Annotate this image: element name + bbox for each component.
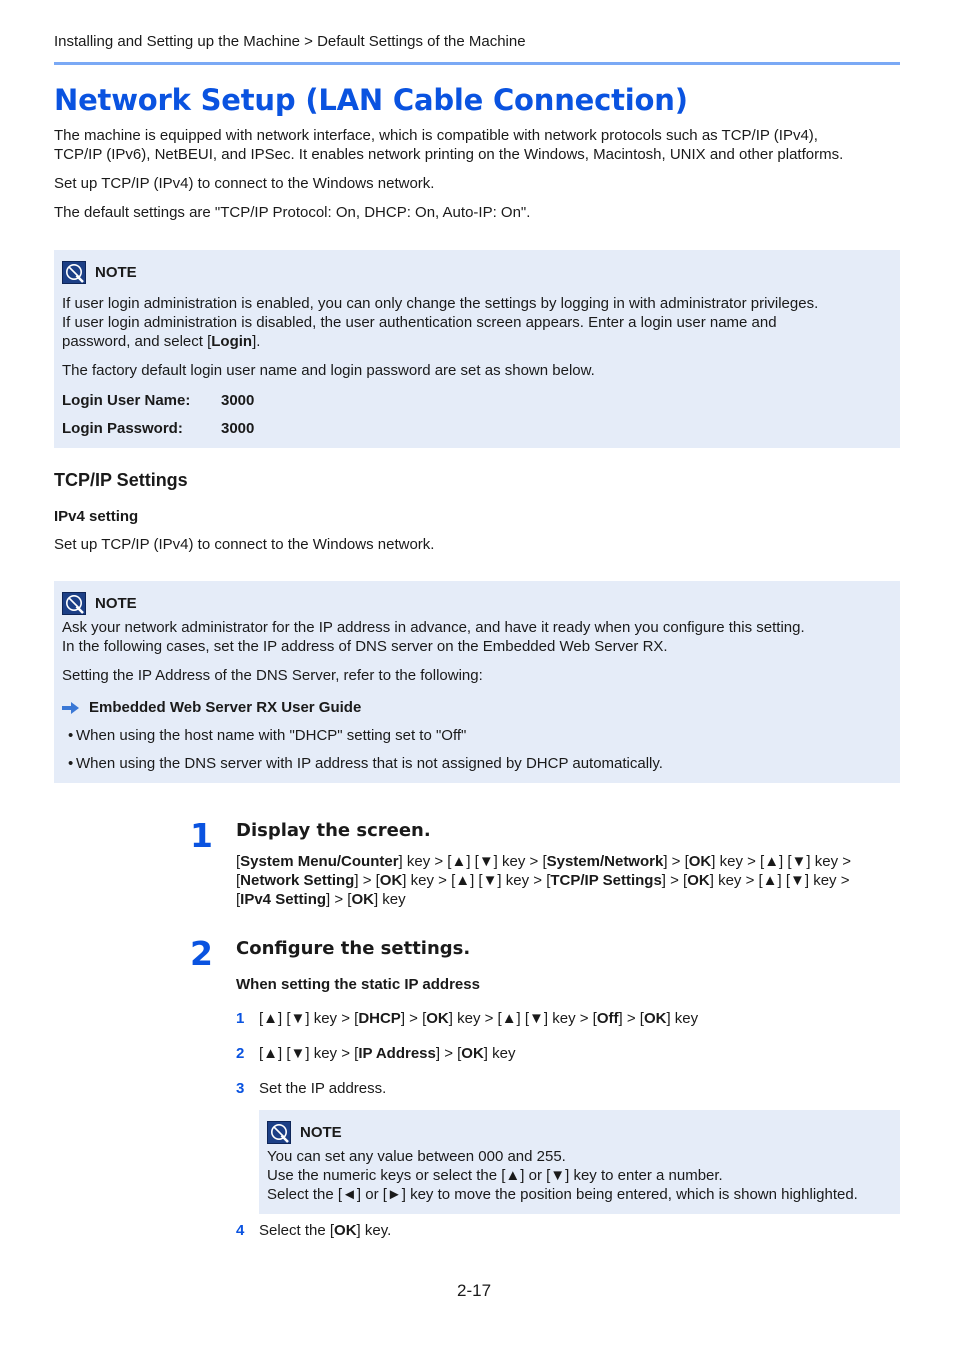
note-line-2: If user login administration is disabled, the user authentication screen appears. Enter a login user name and xyxy=(62,314,777,331)
step-instruction-line: [Network Setting] > [OK] key > [▲] [▼] key > [TCP/IP Settings] > [OK] key > [▲] [▼] key > xyxy=(236,872,850,889)
substep-text: [▲] [▼] key > [IP Address] > [OK] key xyxy=(259,1045,516,1062)
step-number: 2 xyxy=(190,934,213,973)
intro-line-2: TCP/IP (IPv6), NetBEUI, and IPSec. It enables network printing on the Windows, Macintosh, UNIX and other platforms. xyxy=(54,146,844,163)
reference-link[interactable] xyxy=(62,698,892,717)
arrow-right-icon xyxy=(62,702,79,714)
bullet-text: When using the host name with "DHCP" setting set to "Off" xyxy=(76,727,467,744)
step-title: Configure the settings. xyxy=(236,938,471,959)
reference-link-label: Embedded Web Server RX User Guide xyxy=(89,699,362,716)
note-line-2: In the following cases, set the IP address of DNS server on the Embedded Web Server RX. xyxy=(62,638,668,655)
note-icon xyxy=(267,1121,291,1144)
bullet-marker: • xyxy=(68,727,74,744)
bullet-text: When using the DNS server with IP address that is not assigned by DHCP automatically. xyxy=(76,755,663,772)
note-header xyxy=(62,261,137,284)
login-password-label: Login Password: xyxy=(62,420,183,437)
step-title: Display the screen. xyxy=(236,820,431,841)
note-line-1: Ask your network administrator for the IP address in advance, and have it ready when you configure this setting. xyxy=(62,619,805,636)
page-title: Network Setup (LAN Cable Connection) xyxy=(54,83,688,117)
step-instruction-line: [System Menu/Counter] key > [▲] [▼] key > [System/Network] > [OK] key > [▲] [▼] key > xyxy=(236,853,852,870)
intro-line-1: The machine is equipped with network interface, which is compatible with network protocols such as TCP/IP (IPv4), xyxy=(54,127,818,144)
step-subheading: When setting the static IP address xyxy=(236,976,480,993)
step-instruction-line: [IPv4 Setting] > [OK] key xyxy=(236,891,406,908)
note-header xyxy=(267,1121,342,1144)
section-subheading: IPv4 setting xyxy=(54,508,139,525)
note-icon xyxy=(62,592,86,615)
header-rule xyxy=(54,62,900,65)
substep-text: Select the [OK] key. xyxy=(259,1222,392,1239)
login-user-name-value: 3000 xyxy=(221,392,255,409)
note-paragraph-2: The factory default login user name and login password are set as shown below. xyxy=(62,362,595,379)
intro-paragraph-3: The default settings are "TCP/IP Protocol: On, DHCP: On, Auto-IP: On". xyxy=(54,204,531,221)
substep-text: [▲] [▼] key > [DHCP] > [OK] key > [▲] [▼] key > [Off] > [OK] key xyxy=(259,1010,699,1027)
note-label: NOTE xyxy=(95,264,137,281)
step-number: 1 xyxy=(190,816,213,855)
note-line-3: Select the [◄] or [►] key to move the position being entered, which is shown highlighted. xyxy=(267,1186,858,1203)
bullet-marker: • xyxy=(68,755,74,772)
login-password-row xyxy=(62,419,255,438)
login-user-name-row xyxy=(62,391,255,410)
note-box-ip-entry xyxy=(259,1110,900,1214)
breadcrumb: Installing and Setting up the Machine > Default Settings of the Machine xyxy=(54,33,526,50)
substep-number: 2 xyxy=(236,1045,245,1062)
note-header xyxy=(62,592,137,615)
note-icon xyxy=(62,261,86,284)
substep-text: Set the IP address. xyxy=(259,1080,387,1097)
note-box-ip xyxy=(54,581,900,783)
substep-number: 4 xyxy=(236,1222,245,1239)
substep-number: 1 xyxy=(236,1010,245,1027)
page-number: 2-17 xyxy=(457,1281,492,1300)
note-line-3: password, and select [Login]. xyxy=(62,333,261,350)
note-line-1: You can set any value between 000 and 255. xyxy=(267,1148,566,1165)
note-label: NOTE xyxy=(95,595,137,612)
note-line-1: If user login administration is enabled, you can only change the settings by logging in with administrator privileges. xyxy=(62,295,819,312)
intro-paragraph-2: Set up TCP/IP (IPv4) to connect to the Windows network. xyxy=(54,175,435,192)
login-user-name-label: Login User Name: xyxy=(62,392,191,409)
note-paragraph-2: Setting the IP Address of the DNS Server, refer to the following: xyxy=(62,667,483,684)
section-text: Set up TCP/IP (IPv4) to connect to the Windows network. xyxy=(54,536,435,553)
note-label: NOTE xyxy=(300,1124,342,1141)
login-key: Login xyxy=(211,333,253,350)
note-box-login xyxy=(54,250,900,448)
login-password-value: 3000 xyxy=(221,420,255,437)
section-heading: TCP/IP Settings xyxy=(54,470,188,490)
substep-number: 3 xyxy=(236,1080,245,1097)
note-line-2: Use the numeric keys or select the [▲] or [▼] key to enter a number. xyxy=(267,1167,723,1184)
